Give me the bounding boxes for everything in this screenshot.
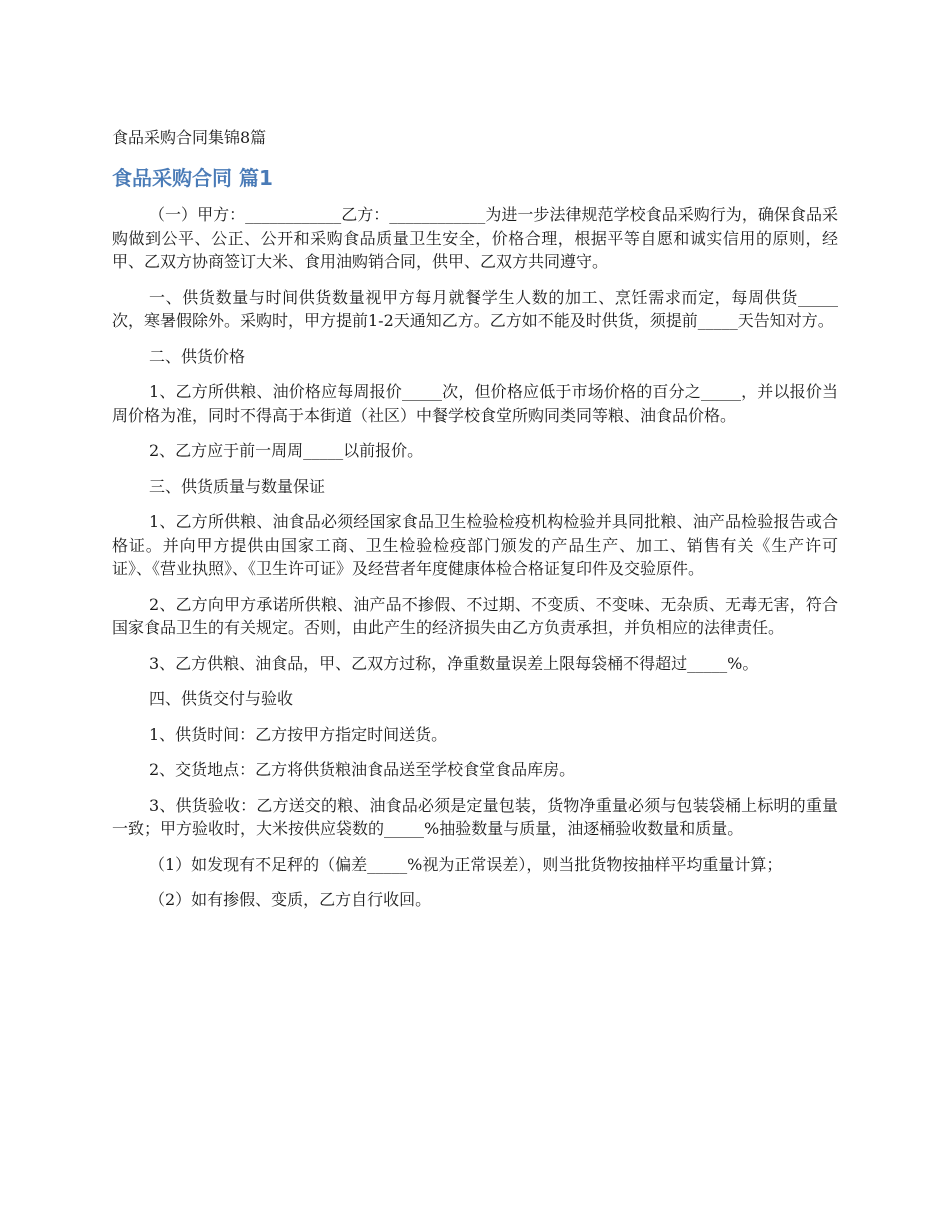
paragraph-quality-3: 3、乙方供粮、油食品，甲、乙双方过称，净重数量误差上限每袋桶不得超过_____%。 [149,653,759,673]
paragraph-inspection-2: （2）如有掺假、变质，乙方自行收回。 [149,890,432,909]
section-heading: 食品采购合同 篇1 [112,166,273,190]
heading-delivery-acceptance: 四、供货交付与验收 [149,689,294,708]
heading-supply-price: 二、供货价格 [149,346,246,366]
paragraph-price-2: 2、乙方应于前一周周_____以前报价。 [149,441,424,460]
document-title: 食品采购合同集锦8篇 [112,128,267,147]
paragraph-preamble: （一）甲方：____________乙方：____________为进一步法律规范学校食品采购行为，确保食品采购做到公平、公正、公开和采购食品质量卫生安全，价格合理，根据平等自愿和诚实信用的原则，经甲、乙双方协商签订大米、食用油购销合同，供甲、乙双方共同遵守。 [112,205,838,271]
document-body [112,203,838,924]
paragraph-quality-1: 1、乙方所供粮、油食品必须经国家食品卫生检验检疫机构检验并具同批粮、油产品检验报告或合格证。并向甲方提供由国家工商、卫生检验检疫部门颁发的产品生产、加工、销售有关《生产许可证》、《营业执照》、《卫生许可证》及经营者年度健康体检合格证复印件及交验原件。 [112,512,838,578]
paragraph-price-1: 1、乙方所供粮、油价格应每周报价_____次，但价格应低于市场价格的百分之_____，并以报价当周价格为准，同时不得高于本街道（社区）中餐学校食堂所购同类同等粮、油食品价格。 [112,382,838,425]
heading-quality-guarantee: 三、供货质量与数量保证 [149,476,326,496]
paragraph-delivery-inspection: 3、供货验收：乙方送交的粮、油食品必须是定量包装，货物净重量必须与包装袋桶上标明的重量一致；甲方验收时，大米按供应袋数的_____%抽验数量与质量，油逐桶验收数量和质量。 [112,795,838,838]
paragraph-delivery-location: 2、交货地点：乙方将供货粮油食品送至学校食堂食品库房。 [149,760,576,779]
paragraph-delivery-time: 1、供货时间：乙方按甲方指定时间送货。 [149,724,448,744]
paragraph-inspection-1: （1）如发现有不足秤的（偏差_____%视为正常误差），则当批货物按抽样平均重量计算； [149,854,783,874]
paragraph-quality-2: 2、乙方向甲方承诺所供粮、油产品不掺假、不过期、不变质、不变味、无杂质、无毒无害，符合国家食品卫生的有关规定。否则，由此产生的经济损失由乙方负责承担，并负相应的法律责任。 [112,594,838,637]
paragraph-supply-quantity: 一、供货数量与时间供货数量视甲方每月就餐学生人数的加工、烹饪需求而定，每周供货_____次，寒暑假除外。采购时，甲方提前1-2天通知乙方。乙方如不能及时供货，须提前_____天告知对方。 [112,287,838,330]
